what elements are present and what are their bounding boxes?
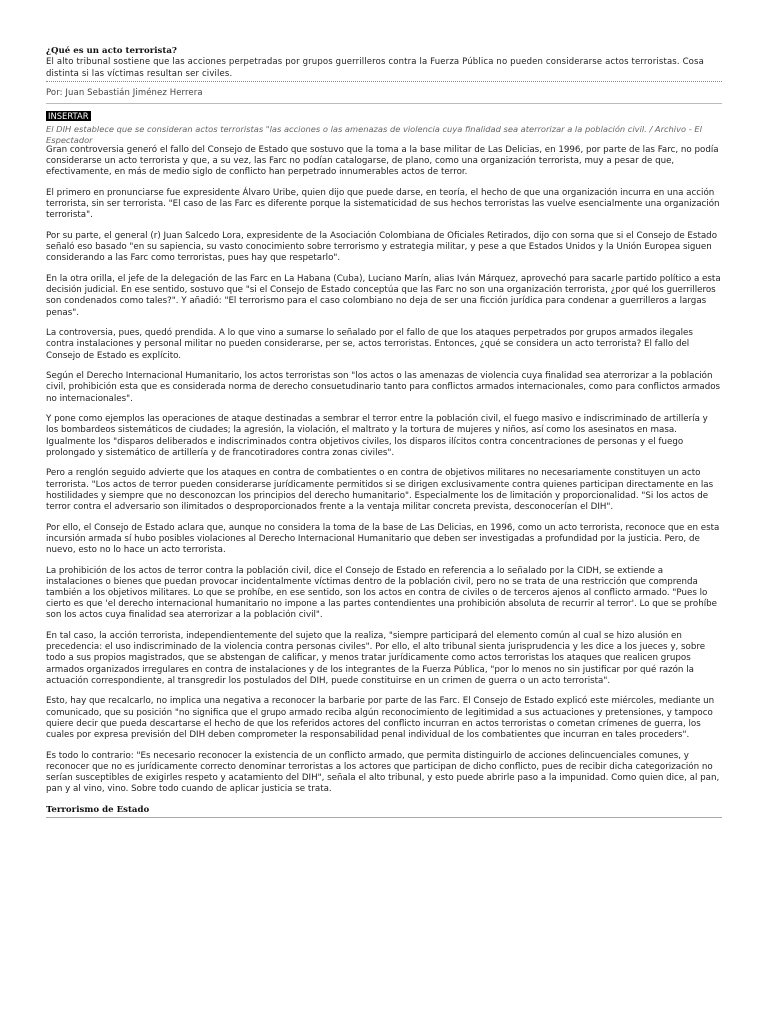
body-paragraph: En tal caso, la acción terrorista, independientemente del sujeto que la realiza, "siempre participará del elemento común al cual se hizo alusión en precedencia: el uso indiscriminado de la violencia contra personas civiles". Por ello, el alto tribunal sienta jurisprudencia y les dice a los jueces y, sobre todo a sus propios magistrados, que se abstengan de calificar, y menos tratar jurídicamente como actos terroristas los ataques que realicen grupos armados organizados irregulares en contra de instalaciones y de los integrantes de la Fuerza Pública, "por lo menos no sin justificar por qué razón la actuación correspondiente, al transgredir los postulados del DIH, puede constituirse en un crimen de guerra o un acto terrorista". (46, 631, 706, 686)
body-paragraph: Según el Derecho Internacional Humanitario, los actos terroristas son "los actos o las amenazas de violencia cuya finalidad sea aterrorizar a la población civil, prohibición esta que es considerada norma de derecho consuetudinario tanto para conflictos armados internacionales, como para conflictos armados no internacionales". (46, 371, 721, 404)
body-paragraph: Esto, hay que recalcarlo, no implica una negativa a reconocer la barbarie por parte de las Farc. El Consejo de Estado explicó este miércoles, mediante un comunicado, que su posición "no significa que el grupo armado reciba algún reconocimiento de legitimidad a sus actuaciones y pretensiones, y tampoco quiere decir que pueda descartarse el hecho de que los referidos actores del conflicto incurran en actos terroristas o cometan crímenes de guerra, los cuales por expresa previsión del DIH deben comprometer la responsabilidad penal individual de los combatientes que incurran en tales proceders". (46, 696, 715, 741)
body-paragraph: La controversia, pues, quedó prendida. A lo que vino a sumarse lo señalado por el fallo de que los ataques perpetrados por grupos armados ilegales contra instalaciones y personal militar no pueden considerarse, per se, actos terroristas. Entonces, ¿qué se considera un acto terrorista? El fallo del Consejo de Estado es explícito. (46, 328, 693, 361)
article-headline: ¿Qué es un acto terrorista? (46, 46, 177, 56)
image-placeholder (46, 104, 722, 145)
body-paragraph: Es todo lo contrario: "Es necesario reconocer la existencia de un conflicto armado, que permita distinguirlo de acciones delincuenciales comunes, y reconocer que no es jurídicamente correcto denominar terroristas a los actores que participan de dicho conflicto, pues de recibir dicha categorización no serían susceptibles de exigirles respeto y acatamiento del DIH", señala el alto tribunal, y esto puede abrirle paso a la impunidad. Como quien dice, al pan, pan y al vino, vino. Sobre todo cuando de aplicar justicia se trata. (46, 750, 720, 795)
article-lede: El alto tribunal sostiene que las acciones perpetradas por grupos guerrilleros contra la Fuerza Pública no pueden considerarse actos terroristas. Cosa distinta si las víctimas resultan ser civiles. (46, 57, 704, 79)
body-paragraph: La prohibición de los actos de terror contra la población civil, dice el Consejo de Estado en referencia a lo señalado por la CIDH, se extiende a instalaciones o bienes que puedan provocar incidentalmente víctimas dentro de la población civil, pero no se trata de una restricción que comprenda también a los objetivos militares. Lo que se prohíbe, en ese sentido, son los actos en contra de civiles o de terceros ajenos al conflicto armado. "Pues lo cierto es que 'el derecho internacional humanitario no impone a las partes contendientes una prohibición absoluta de recurrir al terror'. Lo que se prohíbe son los actos cuya finalidad sea aterrorizar a la población civil". (46, 565, 718, 621)
body-paragraph: Gran controversia generó el fallo del Consejo de Estado que sostuvo que la toma a la base militar de Las Delicias, en 1996, por parte de las Farc, no podía considerarse un acto terrorista y que, a su vez, las Farc no podían catalogarse, de plano, como una organización terrorista, muy a pesar de que, efectivamente, en más de medio siglo de conflicto han perpetrado innumerables actos de terror. (46, 145, 719, 178)
article-body (46, 145, 722, 795)
image-caption: El DIH establece que se consideran actos terroristas "las acciones o las amenazas de violencia cuya finalidad sea aterrorizar a la población civil. / Archivo - El Espectador (46, 124, 702, 145)
body-paragraph: En la otra orilla, el jefe de la delegación de las Farc en La Habana (Cuba), Luciano Marín, alias Iván Márquez, aprovechó para sacarle partido político a esta decisión judicial. En ese sentido, sostuvo que "si el Consejo de Estado conceptúa que las Farc no son una organización terrorista, ¿por qué los guerrilleros son condenados como tales?". Y añadió: "El terrorismo para el caso colombiano no deja de ser una ficción jurídica para condenar a guerrilleros a largas penas". (46, 274, 721, 318)
insert-image-button[interactable]: INSERTAR (48, 111, 89, 121)
subheading-divider (46, 817, 722, 818)
body-paragraph: Pero a renglón seguido advierte que los ataques en contra de combatientes o en contra de objetivos militares no necesariamente constituyen un acto terrorista. "Los actos de terror pueden considerarse jurídicamente permitidos si se dirigen exclusivamente contra quienes participan directamente en las hostilidades y siempre que no desconozcan los principios del derecho humanitario". Especialmente los de limitación y proporcionalidad. "Si los actos de terror contra el adversario son ilimitados o desproporcionados frente a la ventaja militar concreta prevista, desconocerían el DIH". (46, 468, 714, 513)
body-paragraph: Por su parte, el general (r) Juan Salcedo Lora, expresidente de la Asociación Colombiana de Oficiales Retirados, dijo con sorna que si el Consejo de Estado señaló eso basado "en su sapiencia, su vasto conocimiento sobre terrorismo y estrategia militar, y pese a que Estados Unidos y la Unión Europea siguen considerando a las Farc como terroristas, pues hay que respetarlo". (46, 231, 718, 264)
article (46, 46, 722, 818)
body-paragraph: Por ello, el Consejo de Estado aclara que, aunque no considera la toma de la base de Las Delicias, en 1996, como un acto terrorista, reconoce que en esta incursión armada sí hubo posibles violaciones al Derecho Internacional Humanitario que deben ser investigadas a profundidad por la justicia. Pero, de nuevo, esto no lo hace un acto terrorista. (46, 522, 720, 556)
body-paragraph: El primero en pronunciarse fue expresidente Álvaro Uribe, quien dijo que puede darse, en teoría, el hecho de que una organización incurra en una acción terrorista, sin ser terrorista. "El caso de las Farc es diferente porque la sistematicidad de sus hechos terroristas las vuelve esencialmente una organización terrorista". (46, 188, 720, 221)
body-paragraph: Y pone como ejemplos las operaciones de ataque destinadas a sembrar el terror entre la población civil, el fuego masivo e indiscriminado de artillería y los bombardeos sistemáticos de ciudades; la agresión, la violación, el maltrato y la tortura de mujeres y niños, así como los asesinatos en masa. Igualmente los "disparos deliberados e indiscriminados contra objetivos civiles, los disparos ilícitos contra concentraciones de personas y el fuego prolongado y sistemático de artillería y de francotiradores contra zonas civiles". (46, 414, 708, 458)
article-byline: Por: Juan Sebastián Jiménez Herrera (46, 88, 203, 98)
section-subheading: Terrorismo de Estado (46, 804, 150, 815)
lede-divider (46, 81, 722, 82)
